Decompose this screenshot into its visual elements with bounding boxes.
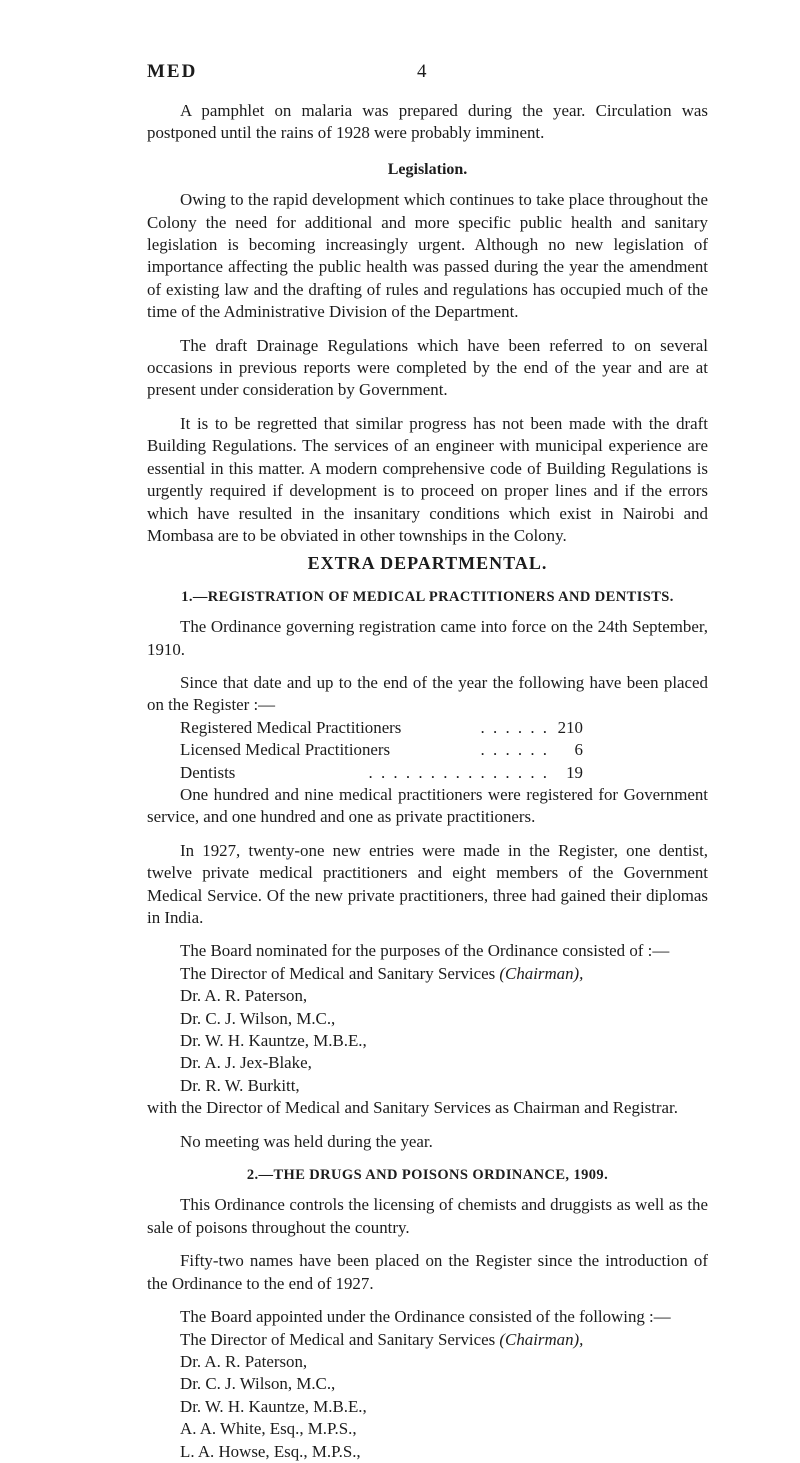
chairman-label: (Chairman), — [499, 1329, 584, 1349]
paragraph-board-nominated: The Board nominated for the purposes of the Ordinance consisted of :— — [180, 941, 670, 961]
register-count: 19 — [566, 762, 583, 782]
board-member: Dr. A. J. Jex-Blake, — [180, 1053, 312, 1073]
board-member: A. A. White, Esq., M.P.S., — [180, 1419, 357, 1439]
board-member — [180, 1329, 708, 1351]
board-members-list — [180, 963, 708, 1097]
register-row — [180, 739, 583, 761]
register-label: Registered Medical Practitioners — [180, 717, 402, 737]
board-member: L. A. Howse, Esq., M.P.S., — [180, 1441, 361, 1461]
paragraph-no-meeting: No meeting was held during the year. — [180, 1131, 433, 1151]
register-count: 210 — [557, 717, 583, 737]
paragraph-registration-ordinance: The Ordinance governing registration came into force on the 24th September, 1910. — [147, 617, 708, 659]
heading-legislation: Legislation. — [387, 160, 468, 178]
board-member: Dr. C. J. Wilson, M.C., — [180, 1374, 336, 1394]
paragraph-malaria: A pamphlet on malaria was prepared during the year. Circulation was postponed until the rains of 1928 were probably imminent. — [147, 101, 708, 143]
heading-extra-departmental: EXTRA DEPARTMENTAL. — [307, 553, 548, 574]
page-number: 4 — [417, 61, 427, 82]
board-member: Dr. R. W. Burkitt, — [180, 1075, 300, 1095]
paragraph-practitioners-registered: One hundred and nine medical practitioners were registered for Government service, and one hundred and one as private practitioners. — [147, 784, 708, 827]
register-leader-dots: . . . . . . . . . . . . . . . — [368, 762, 549, 782]
register-row — [180, 717, 583, 739]
register-count: 6 — [574, 740, 583, 760]
drugs-board-members-list — [180, 1329, 708, 1463]
paragraph-chairman-registrar: with the Director of Medical and Sanitary Services as Chairman and Registrar. — [147, 1098, 678, 1118]
board-member: Dr. A. R. Paterson, — [180, 986, 308, 1006]
register-list — [180, 717, 583, 784]
register-label: Licensed Medical Practitioners — [180, 740, 391, 760]
paragraph-1927-entries: In 1927, twenty-one new entries were made in the Register, one dentist, twelve private medical practitioners and eight members of the Government Medical Service. Of the new private practitioners, three had gained their diplomas in India. — [147, 840, 708, 927]
paragraph-register-intro: Since that date and up to the end of the year the following have been placed on the Register :— — [147, 672, 708, 715]
running-header: MED — [147, 61, 198, 82]
board-member — [180, 963, 708, 985]
register-label: Dentists — [180, 762, 236, 782]
board-member: Dr. W. H. Kauntze, M.B.E., — [180, 1396, 367, 1416]
paragraph-drugs-ordinance: This Ordinance controls the licensing of chemists and druggists as well as the sale of poisons throughout the country. — [147, 1195, 708, 1237]
board-member: Dr. A. R. Paterson, — [180, 1351, 308, 1371]
paragraph-legislation-3: It is to be regretted that similar progress has not been made with the draft Building Regulations. The services of an engineer with municipal experience are essential in this matter. A modern comprehensive code of Building Regulations is urgently required if development is to proceed on proper lines and if the errors which have resulted in the insanitary conditions which exist in Nairobi and Mombasa are to be obviated in other townships in the Colony. — [147, 413, 708, 545]
heading-section-2: 2.—THE DRUGS AND POISONS ORDINANCE, 1909. — [246, 1167, 609, 1184]
page-header — [147, 61, 707, 85]
register-row — [180, 762, 583, 784]
page-body — [147, 100, 708, 1463]
paragraph-legislation-2: The draft Drainage Regulations which have been referred to on several occasions in previous reports were completed by the end of the year and are at present under consideration by Government. — [147, 335, 708, 400]
heading-section-1: 1.—REGISTRATION OF MEDICAL PRACTITIONERS AND DENTISTS. — [181, 588, 674, 605]
register-leader-dots: . . . . . . — [480, 740, 549, 760]
board-member-name: The Director of Medical and Sanitary Services — [180, 963, 496, 983]
register-leader-dots: . . . . . . — [480, 717, 549, 737]
chairman-label: (Chairman), — [499, 963, 584, 983]
board-member: Dr. W. H. Kauntze, M.B.E., — [180, 1031, 367, 1051]
paragraph-board-appointed: The Board appointed under the Ordinance consisted of the following :— — [180, 1307, 671, 1327]
board-member-name: The Director of Medical and Sanitary Services — [180, 1329, 496, 1349]
paragraph-legislation-1: Owing to the rapid development which continues to take place throughout the Colony the need for additional and more specific public health and sanitary legislation is becoming increasingly urgent. Although no new legislation of importance affecting the public health was passed during the year the amendment of existing law and the drafting of rules and regulations has occupied much of the time of the Administrative Division of the Department. — [147, 190, 708, 322]
paragraph-fifty-two-names: Fifty-two names have been placed on the Register since the introduction of the Ordinance to the end of 1927. — [147, 1251, 708, 1293]
board-member: Dr. C. J. Wilson, M.C., — [180, 1008, 336, 1028]
